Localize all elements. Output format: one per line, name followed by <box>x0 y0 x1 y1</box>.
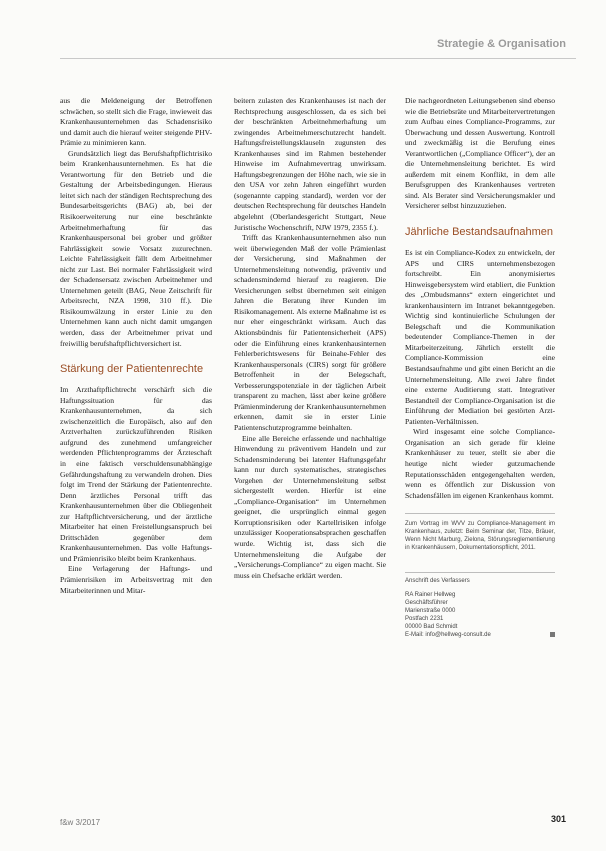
paragraph: beitern zulasten des Krankenhauses ist nach der Rechtsprechung ausgeschlossen, da es sich bei der beschränkten Arbeitnehmerhaftung um zwingendes Arbeitnehmerschutzrecht handelt. Haftungsfreistellungsklauseln zugunsten des Krankenhauses sind im Rahmen bestehender Hinweise im Aufnahmevertrag unwirksam. Haftungsbegrenzungen der Höhe nach, wie sie in den USA vor zehn Jahren eingeführt wurden (sogenannte capping standard), werden vor der deutschen Rechtsprechung für deutsches Handeln abgelehnt (Oberlandesgericht Stuttgart, Neue Juristische Wochenschrift, NJW 1979, 2355 f.). <box>234 96 386 232</box>
section-heading: Jährliche Bestandsaufnahmen <box>405 226 553 239</box>
paragraph: Eine alle Bereiche erfassende und nachhaltige Hinwendung zu präventivem Handeln und zur Schadensminderung bei latenter Haftungsgefahr kann nur durch systematisches, strategisches Vorgehen der Unternehmensleitung selbst sichergestellt werden. Hierfür ist eine „Compliance-Organisation“ im Unternehmen geeignet, die ursprünglich einmal gegen Korruptionsrisiken oder Kartellrisiken infolge unzulässiger Kooperationsabsprachen geschaffen wurde. Wichtig ist, dass sich die Unternehmensleitung die Aufgabe der „Versicherungs-Compliance“ zu eigen macht. Sie muss ein Chefsache erklärt werden. <box>234 433 386 580</box>
contact-line: RA Rainer Hellweg <box>405 592 456 599</box>
paragraph: Eine Verlagerung der Haftungs- und Prämienrisiken im Arbeitsvertrag mit den Mitarbeiterinnen und Mitar- <box>60 564 212 595</box>
issue-label: f&w 3/2017 <box>60 818 101 827</box>
contact-line: Marienstraße 0000 <box>405 608 456 615</box>
section-heading: Stärkung der Patientenrechte <box>60 363 204 376</box>
paragraph: Wird insgesamt eine solche Compliance-Organisation an sich gerade für kleine Krankenhäuser zu teuer, stellt sie aber die heutige nicht wieder gutzumachende Reputationsschäden entgegengehalten werden, wenn es öffentlich zur Diskussion von Schadensfällen im eigenen Krankenhaus kommt. <box>405 427 555 500</box>
author-contact-box <box>405 572 555 639</box>
contact-line: 00000 Bad Schmidt <box>405 624 458 631</box>
footnote: Zum Vortrag im WVV zu Compliance-Management im Krankenhaus, zuletzt: Beim Seminar der, Titze, Bräuer, Wenn Nicht Marburg, Zielona, Störungsreglementierung in Krankenhäusern, Dokumentationspflicht, 2011. <box>405 513 555 552</box>
paragraph: Grundsätzlich liegt das Berufshaftpflichtrisiko beim Krankenhausunternehmen. Es hat die Verantwortung für den Betrieb und die Gestaltung der Arbeitsbedingungen. Hieraus leitet sich nach der ständigen Rechtsprechung des Bundesarbeitsgerichts (BAG) ab, bei der Risikoerweiterung nur eine beschränkte Arbeitnehmerhaftung für das Krankenhauspersonal bei grober und größter Fahrlässigkeit sowie Vorsatz zuzurechnen. Leichte Fahrlässigkeit fällt dem Arbeitnehmer nicht zur Last. Bei normaler Fahrlässigkeit wird der Schadensersatz zwischen Arbeitnehmer und Unternehmen geteilt (BAG, Neue Zeitschrift für Arbeitsrecht, NZA 1998, 310 ff.). Die Risikoumwälzung in erster Linie zu den Unternehmen kann auch nicht damit umgangen werden, dass der Arbeitnehmer privat und freiwillig berufshaftpflichtversichert ist. <box>60 148 212 348</box>
paragraph: Trifft das Krankenhausunternehmen also nun weit überwiegenden Maß der volle Prämienlast der Versicherung, sind Maßnahmen der Unternehmensleitung notwendig, präventiv und schadensmindernd hierauf zu reagieren. Die Versicherungen selbst übernehmen seit einigen Jahren die Beratung ihrer Kunden im Risikomanagement. Als externe Maßnahme ist es nur eher eingeschränkt wirksam. Auch das Aktionsbündnis für Patientensicherheit (APS) oder die Einführung eines krankenhausinternen Fehlerberichtswesens für Beinahe-Fehler des Krankenhauspersonals (CIRS) sorgt für größere Betroffenheit in der Belegschaft, Verbesserungspotenziale in der täglichen Arbeit transparent zu machen, lässt aber keine größere Prämienminderung der Krankenhausunternehmen erkennen, damit sie in erster Linie Patientenschutzprogramme beinhalten. <box>234 233 386 432</box>
contact-heading: Anschrift des Verfassers <box>405 578 470 585</box>
page-number: 301 <box>550 814 566 824</box>
text-column-3 <box>405 96 555 639</box>
section-label: Strategie & Organisation <box>437 38 566 50</box>
text-column-2 <box>234 96 386 581</box>
paragraph: aus die Meldeneigung der Betroffenen schwächen, so stellt sich die Frage, inwieweit das Krankenhausunternehmen das Schadensrisiko und damit auch die hierauf weiter steigende PHV-Prämie zu minimieren kann. <box>60 96 212 148</box>
header-rule <box>60 58 576 59</box>
paragraph: Im Arzthaftpflichtrecht verschärft sich die Haftungssituation für das Krankenhausunternehmen, da sich zwischenzeitlich die Europäisch, also auf den Arztverhalten zurückzuführenden Risiken aufgrund des zunehmend umfangreicher werdenden Pflichtenprogramms der Ärzteschaft in eine faktisch verschuldensunabhängige Gefährdungshaftung zu verwandeln drohen. Dies folgt im Trend der Stärkung der Patientenrechte. Denn ärztliches Personal trifft das Krankenhausunternehmen über die Obliegenheit zur Haftpflichtversicherung, und der ärztliche Mitarbeiter hat einen Freistellungsanspruch bei Drittschäden gegenüber dem Krankenhausunternehmen. Das volle Haftungs- und Prämienrisiko bleibt beim Krankenhaus. <box>60 385 212 563</box>
paragraph: Es ist ein Compliance-Kodex zu entwickeln, der APS und CIRS unternehmensbezogen fortschreibt. Ein anonymisiertes Hinweisgebersystem wird etabliert, die Funktion des „Ombudsmanns“ extern eingerichtet und krankenhausintern im Intranet bekanntgegeben. Wichtig sind kontinuierliche Schulungen der Belegschaft und die Kommunikation bedeutender Compliance-Themen in der Mitarbeiterzeitung. Jährlich erstellt die Compliance-Kommission eine Bestandsaufnahme und gibt einen Bericht an die Unternehmensleitung. Alle zwei Jahre findet eine externe Auditierung statt. Integrativer Bestandteil der Compliance-Organisation ist die Einführung der Mediation bei gestörten Arzt-Patienten-Verhältnissen. <box>405 248 555 426</box>
contact-line: Postfach 2231 <box>405 616 444 623</box>
contact-email: E-Mail: info@hellweg-consult.de <box>405 632 491 639</box>
text-column-1 <box>60 96 212 596</box>
paragraph: Die nachgeordneten Leitungsebenen sind ebenso wie die Betriebsräte und Mitarbeitervertretungen zum Aufbau eines Compliance-Programms, zur Überwachung und dessen Auswertung. Kontroll und zweckmäßig ist die Berufung eines Verantwortlichen („Compliance Officer“), der an die Unternehmensleitung berichtet. Es wird außerdem mit einem Konflikt, in dem alle Berufsgruppen des Krankenhauses vertreten sind. Als Berater sind Versicherungsmakler und Versicherer selbst hinzuzuziehen. <box>405 96 555 211</box>
contact-line: Geschäftsführer <box>405 600 448 607</box>
end-of-article-marker <box>550 632 555 637</box>
